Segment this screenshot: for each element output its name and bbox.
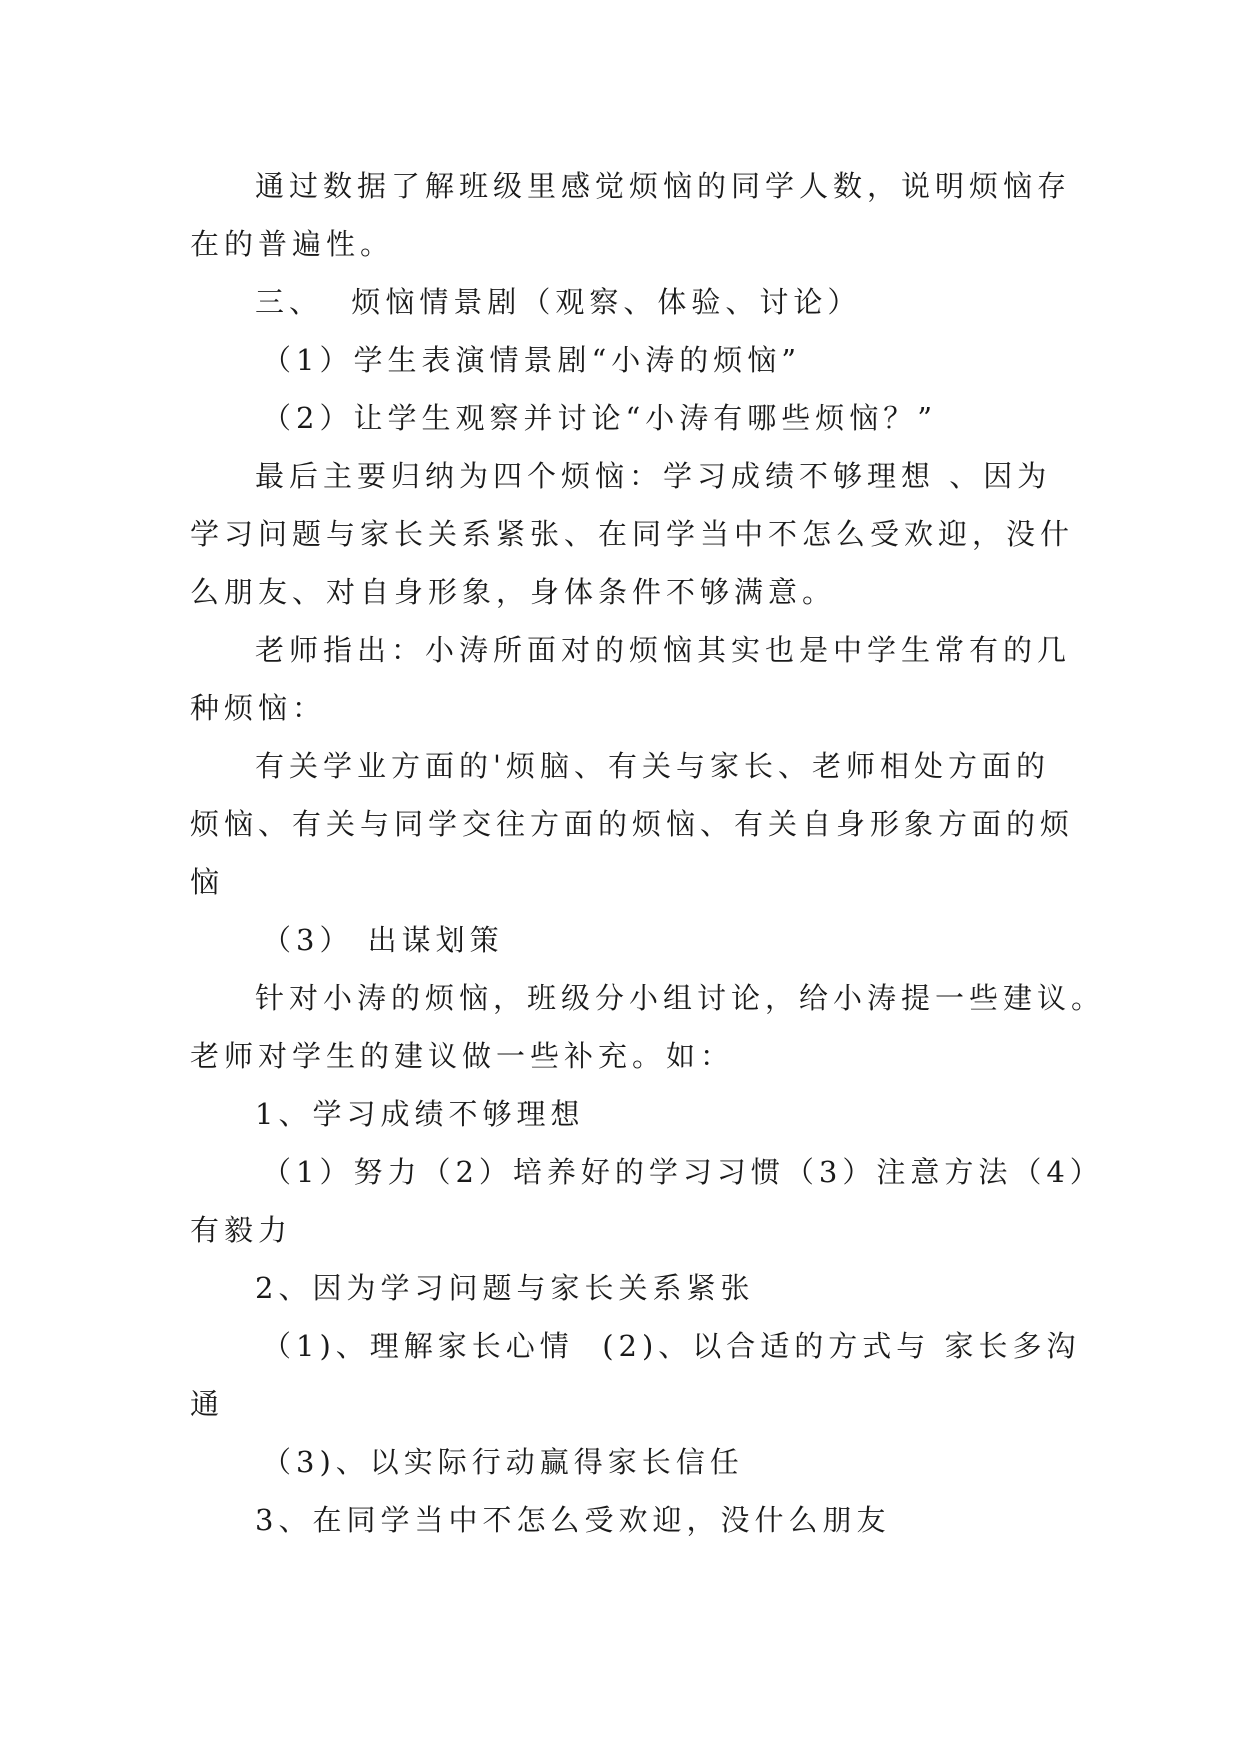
paragraph-line: 烦恼、有关与同学交往方面的烦恼、有关自身形象方面的烦: [190, 807, 1075, 841]
list-item: （1)、理解家长心情 (2)、以合适的方式与 家长多沟: [262, 1329, 1081, 1363]
paragraph-line: 通过数据了解班级里感觉烦恼的同学人数，说明烦恼存: [255, 169, 1072, 203]
list-item: 3、在同学当中不怎么受欢迎，没什么朋友: [255, 1503, 891, 1537]
paragraph-line: 恼: [190, 865, 225, 899]
list-item: （2）让学生观察并讨论“小涛有哪些烦恼？”: [262, 401, 938, 435]
list-item: 2、因为学习问题与家长关系紧张: [255, 1271, 755, 1305]
paragraph-line: 老师对学生的建议做一些补充。如：: [190, 1039, 735, 1073]
paragraph-line: 种烦恼：: [190, 691, 327, 725]
paragraph-line: 通: [190, 1387, 225, 1421]
paragraph-line: 老师指出：小涛所面对的烦恼其实也是中学生常有的几: [255, 633, 1072, 667]
paragraph-line: 有关学业方面的'烦脑、有关与家长、老师相处方面的: [255, 749, 1050, 783]
list-item: （3)、以实际行动赢得家长信任: [262, 1445, 744, 1479]
list-item: （1）学生表演情景剧“小涛的烦恼”: [262, 343, 802, 377]
paragraph-line: 学习问题与家长关系紧张、在同学当中不怎么受欢迎，没什: [190, 517, 1075, 551]
paragraph-line: 在的普遍性。: [190, 227, 395, 261]
section-heading: 三、 烦恼情景剧（观察、体验、讨论）: [255, 285, 862, 319]
paragraph-line: 么朋友、对自身形象，身体条件不够满意。: [190, 575, 837, 609]
paragraph-line: 针对小涛的烦恼，班级分小组讨论，给小涛提一些建议。: [255, 981, 1106, 1015]
list-item: （1）努力（2）培养好的学习习惯（3）注意方法（4）: [262, 1155, 1104, 1189]
list-item: （3） 出谋划策: [262, 923, 504, 957]
paragraph-line: 最后主要归纳为四个烦恼：学习成绩不够理想 、因为: [255, 459, 1052, 493]
list-item: 1、学习成绩不够理想: [255, 1097, 585, 1131]
paragraph-line: 有毅力: [190, 1213, 293, 1247]
